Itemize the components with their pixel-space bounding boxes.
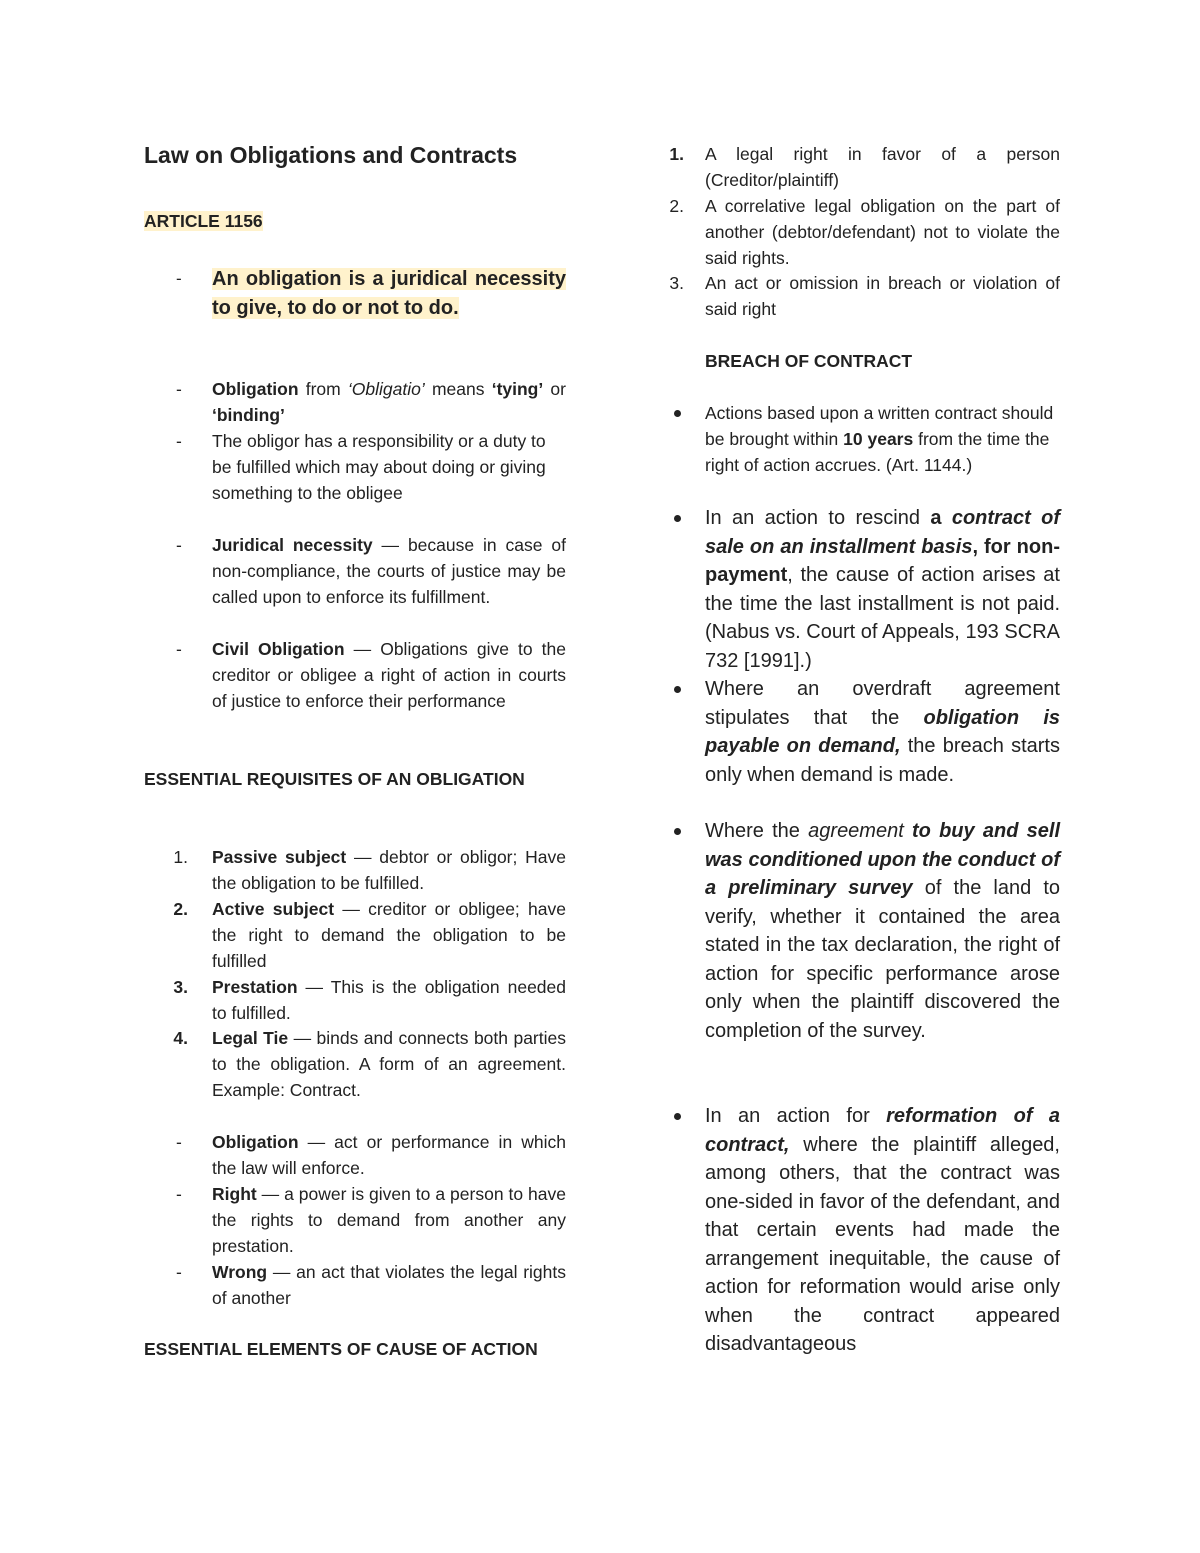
bullet-icon [674,410,681,417]
breach-heading: BREACH OF CONTRACT [705,351,913,371]
requisites-heading: ESSENTIAL REQUISITES OF AN OBLIGATION [144,769,525,789]
bullet-icon [674,686,681,693]
bullet-icon [674,828,681,835]
article-heading: ARTICLE 1156 [144,211,263,231]
page-title: Law on Obligations and Contracts [144,142,518,168]
definition-text: An obligation is a juridical necessity to give, to do or not to do. [212,268,566,319]
elements-heading: ESSENTIAL ELEMENTS OF CAUSE OF ACTION [144,1339,538,1359]
bullet-icon [674,1113,681,1120]
bullet-icon [674,515,681,522]
